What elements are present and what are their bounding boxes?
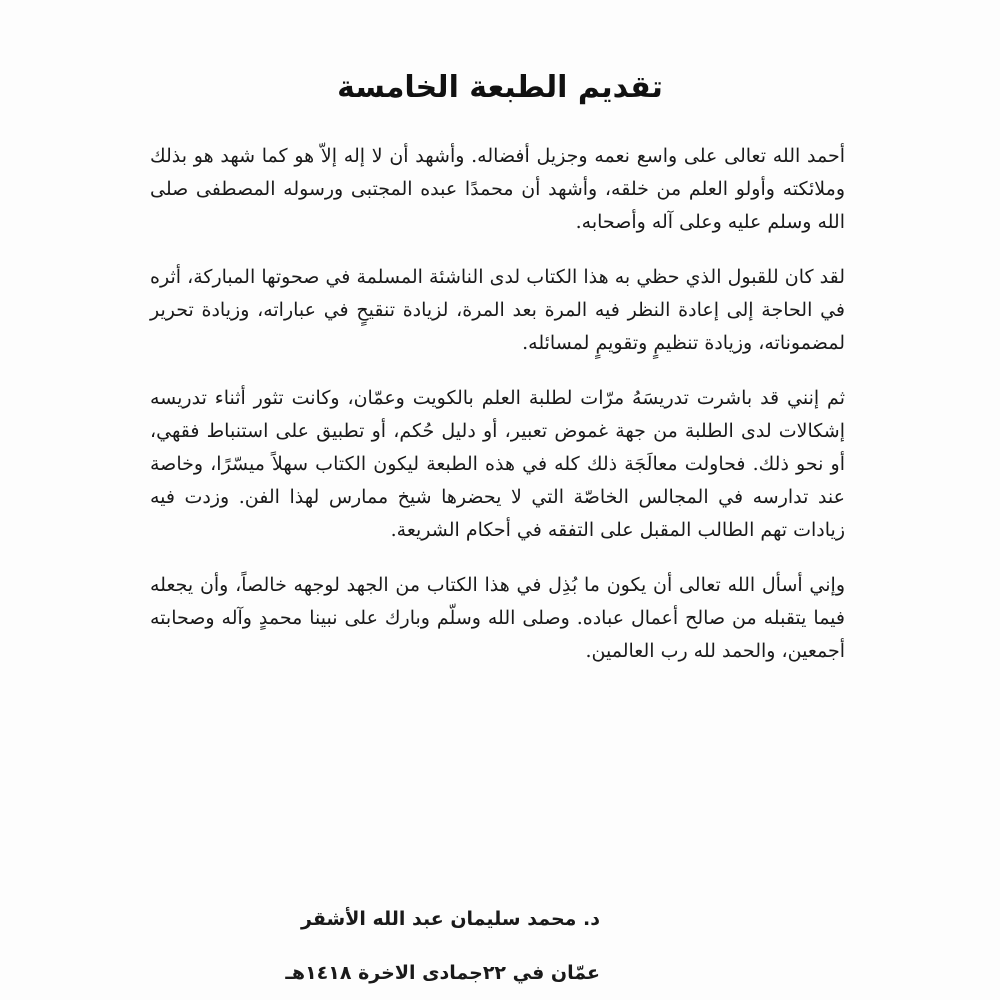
paragraph-reception: لقد كان للقبول الذي حظي به هذا الكتاب لدى الناشئة المسلمة في صحوتها المباركة، أثره في الحاجة إلى إعادة النظر فيه المرة بعد المرة، لزيادة تنقيحٍ في عباراته، وزيادة تحرير لمضموناته، وزيادة تنظيمٍ وتقويمٍ لمسائله. xyxy=(150,266,845,354)
preface-body xyxy=(150,140,845,690)
signature-date: عمّان في ٢٢جمادى الاخرة ١٤١٨هـ xyxy=(285,962,600,984)
page-title: تقديم الطبعة الخامسة xyxy=(337,70,663,105)
signature-name: د. محمد سليمان عبد الله الأشقر xyxy=(301,908,600,930)
paragraph-supplication: وإني أسأل الله تعالى أن يكون ما بُذِل في هذا الكتاب من الجهد لوجهه خالصاً، وأن يجعله فيما يتقبله من صالح أعمال عباده. وصلى الله وسلّم وبارك على نبينا محمدٍ وآله وصحابته أجمعين، والحمد لله رب العالمين. xyxy=(150,574,845,662)
paragraph-teaching: ثم إنني قد باشرت تدريسَهُ مرّات لطلبة العلم بالكويت وعمّان، وكانت تثور أثناء تدريسه إشكالات لدى الطلبة من جهة غموض تعبير، أو دليل حُكم، أو تطبيق على استنباط فقهي، أو نحو ذلك. فحاولت معالَجَة ذلك كله في هذه الطبعة ليكون الكتاب سهلاً ميسّرًا، وخاصة عند تدارسه في المجالس الخاصّة التي لا يحضرها شيخ ممارس لهذا الفن. وزدت فيه زيادات تهم الطالب المقبل على التفقه في أحكام الشريعة. xyxy=(150,387,845,541)
paragraph-praise: أحمد الله تعالى على واسع نعمه وجزيل أفضاله. وأشهد أن لا إله إلاّ هو كما شهد هو بذلك وملائكته وأولو العلم من خلقه، وأشهد أن محمدًا عبده المجتبى ورسوله المصطفى صلى الله وسلم عليه وعلى آله وأصحابه. xyxy=(150,145,846,233)
